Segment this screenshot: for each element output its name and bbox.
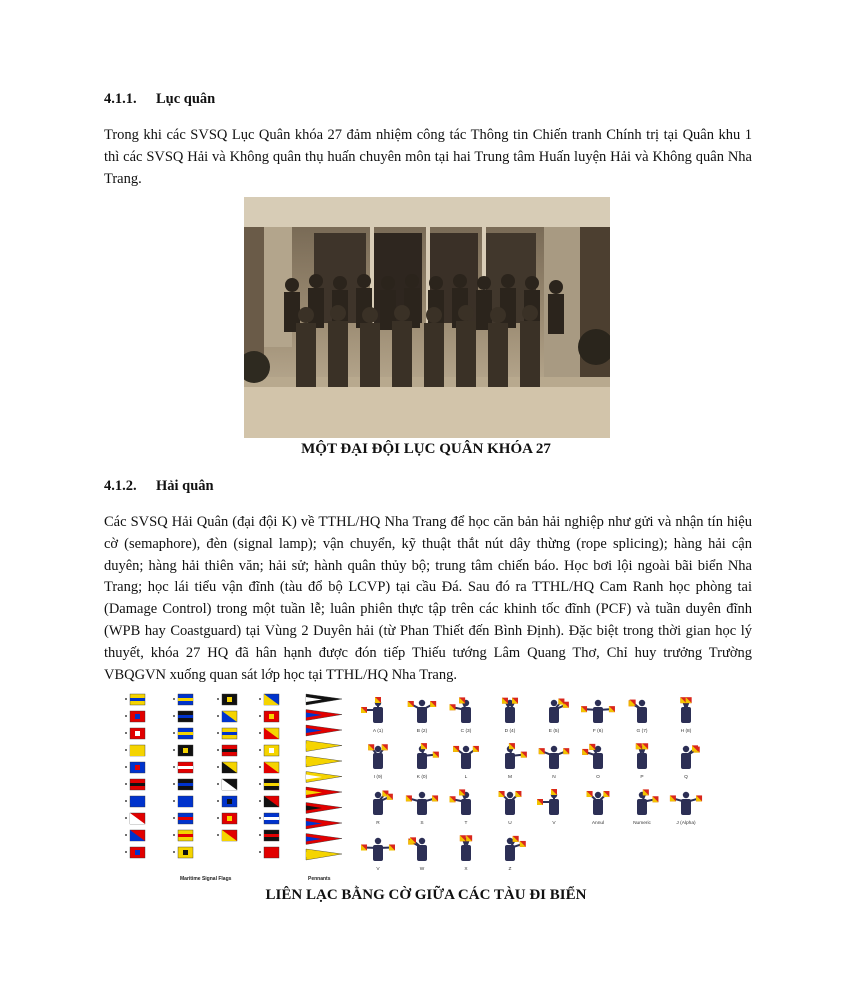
semaphore-figure xyxy=(505,743,527,780)
semaphore-figure xyxy=(408,700,436,734)
semaphore-label: P xyxy=(640,775,644,780)
signal-flags-figure xyxy=(116,688,736,884)
semaphore-figure xyxy=(499,791,522,826)
semaphore-figure xyxy=(505,836,526,872)
signal-flag xyxy=(259,779,279,790)
section-title: Hải quân xyxy=(156,478,214,494)
signal-flag xyxy=(259,796,279,807)
pennant xyxy=(306,772,342,783)
semaphore-label: N xyxy=(552,775,556,780)
semaphore-figure xyxy=(450,789,471,826)
signal-flag xyxy=(125,762,145,773)
signal-flags-illustration xyxy=(116,688,736,884)
semaphore-label: B (2) xyxy=(416,729,428,734)
pennant xyxy=(306,787,342,798)
semaphore-label: S xyxy=(420,821,424,826)
pennant-flags xyxy=(306,694,342,860)
semaphore-figure xyxy=(406,792,438,826)
signal-flag xyxy=(173,694,193,705)
semaphore-label: A (1) xyxy=(372,729,384,734)
navy-paragraph: Các SVSQ Hải Quân (đại đội K) về TTHL/HQ Nha Trang để học căn bản hải nghiệp như gửi và nhận tín hiệu cờ (semaphore), đèn (signal lamp); vận chuyển, kỹ thuật thắt nút dây thừng (rope splicing); hàng hải cận duyên; hàng hải thiên văn; hải sử; hành quân thủy bộ; trung tâm chiến báo. Học bơi lội ngoài bãi biển Nha Trang; học lái tiểu vận đĩnh (tàu đổ bộ LCVP) tại cầu Đá. Sau đó ra TTHL/HQ Cam Ranh học phòng tai (Damage Control) trong một tuần lễ; luân phiên thực tập trên các khinh tốc đĩnh (PCF) và tuần duyên đĩnh (WPB hay Coastguard) tại Vùng 2 Duyên hải (từ Phan Thiết đến Bình Định). Đặc biệt trong thời gian học lý thuyết, khóa 27 HQ đã hân hạnh được đón tiếp Thiếu tướng Lâm Quang Thơ, Chỉ huy trưởng Trường VBQGVN xuống quan sát lớp học tại TTHL/HQ Nha Trang. xyxy=(104,514,752,683)
semaphore-label: I (9) xyxy=(373,775,383,780)
signal-flag xyxy=(125,745,145,756)
signal-flag xyxy=(125,728,145,739)
semaphore-figure xyxy=(453,746,479,780)
signal-flag xyxy=(217,830,237,841)
pennant xyxy=(306,694,342,705)
section-heading-land-forces xyxy=(104,91,215,108)
semaphore-label: D (4) xyxy=(504,729,516,734)
signal-flag xyxy=(125,779,145,790)
semaphore-figure xyxy=(670,792,702,826)
semaphore-figure xyxy=(460,835,472,872)
pennant xyxy=(306,803,342,814)
pennants-title: Pennants xyxy=(308,876,331,882)
section-number: 4.1.1. xyxy=(104,91,137,107)
signal-flag xyxy=(217,728,237,739)
semaphore-label: K (0) xyxy=(416,775,428,780)
semaphore-label: M xyxy=(508,775,512,780)
pennant xyxy=(306,710,342,721)
signal-flag xyxy=(259,847,279,858)
pennant xyxy=(306,849,342,860)
semaphore-label: W xyxy=(419,867,425,872)
semaphore-figure xyxy=(549,699,569,734)
signal-flag xyxy=(173,711,193,722)
signal-flag xyxy=(217,711,237,722)
section-heading-navy xyxy=(104,478,214,495)
semaphore-figure xyxy=(373,791,393,826)
signal-flag xyxy=(125,711,145,722)
pennant xyxy=(306,741,342,752)
semaphore-label: E (5) xyxy=(548,729,560,734)
signal-flag xyxy=(259,762,279,773)
semaphore-label: G (7) xyxy=(636,729,648,734)
signal-flag xyxy=(217,796,237,807)
signal-flag xyxy=(217,762,237,773)
signal-flag xyxy=(173,847,193,858)
pennant xyxy=(306,756,342,767)
signal-flag xyxy=(259,813,279,824)
semaphore-figure xyxy=(368,744,388,780)
signal-flag xyxy=(259,745,279,756)
semaphore-figure xyxy=(681,745,700,780)
semaphore-figure xyxy=(582,744,603,780)
signal-flag xyxy=(259,830,279,841)
semaphore-label: X xyxy=(464,867,468,872)
signal-flag xyxy=(173,745,193,756)
section-title: Lục quân xyxy=(156,91,216,107)
section-number: 4.1.2. xyxy=(104,478,137,494)
figure-caption: LIÊN LẠC BẰNG CỜ GIỮA CÁC TÀU ĐI BIỂN xyxy=(265,887,587,903)
group-photo-illustration xyxy=(244,197,610,438)
signal-flag xyxy=(217,779,237,790)
semaphore-chart xyxy=(361,697,702,872)
signal-flag xyxy=(125,847,145,858)
signal-flag xyxy=(125,813,145,824)
flags-title: Maritime Signal Flags xyxy=(180,876,232,882)
semaphore-figure xyxy=(587,791,610,826)
semaphore-label: L xyxy=(464,775,468,780)
semaphore-label: F (6) xyxy=(592,729,604,734)
semaphore-label: V xyxy=(376,867,380,872)
semaphore-label: O xyxy=(596,775,600,780)
semaphore-figure xyxy=(450,697,472,734)
land-forces-paragraph: Trong khi các SVSQ Lục Quân khóa 27 đảm nhiệm công tác Thông tin Chiến tranh Chính trị tại Quân khu 1 thì các SVSQ Hải và Không quân thụ huấn chuyên môn tại hai Trung tâm Huấn luyện Hải và Không quân Nha Trang. xyxy=(104,127,752,187)
signal-flag xyxy=(217,745,237,756)
signal-flag xyxy=(173,779,193,790)
semaphore-label: R xyxy=(376,821,380,826)
signal-flag xyxy=(173,796,193,807)
semaphore-figure xyxy=(680,697,691,734)
signal-flag xyxy=(125,694,145,705)
pennant xyxy=(306,834,342,845)
pennant xyxy=(306,725,342,736)
semaphore-label: Z xyxy=(508,867,512,872)
pennant xyxy=(306,818,342,829)
semaphore-label: J (Alpha) xyxy=(676,821,696,826)
signal-flag xyxy=(125,830,145,841)
maritime-signal-flags xyxy=(125,694,279,858)
semaphore-figure xyxy=(417,743,439,780)
semaphore-figure xyxy=(633,789,658,826)
signal-flag xyxy=(173,728,193,739)
signal-flag xyxy=(173,762,193,773)
semaphore-figure xyxy=(539,746,569,780)
signal-flag xyxy=(125,796,145,807)
semaphore-figure xyxy=(502,698,518,734)
company-group-photo xyxy=(244,197,610,438)
semaphore-label: U xyxy=(508,821,512,826)
semaphore-figure xyxy=(408,837,427,872)
signal-flag xyxy=(259,694,279,705)
semaphore-figure xyxy=(636,743,648,780)
signal-flag xyxy=(259,711,279,722)
signal-flag xyxy=(259,728,279,739)
semaphore-figure xyxy=(361,838,395,872)
semaphore-label: V xyxy=(552,821,556,826)
semaphore-label: C (3) xyxy=(460,729,472,734)
semaphore-label: Q xyxy=(684,775,688,780)
semaphore-label: T xyxy=(464,821,468,826)
signal-flag xyxy=(173,830,193,841)
signal-flag xyxy=(217,813,237,824)
semaphore-label: Annul xyxy=(591,821,605,826)
semaphore-figure xyxy=(361,697,383,734)
semaphore-label: H (8) xyxy=(680,729,692,734)
photo-caption: MỘT ĐẠI ĐỘI LỤC QUÂN KHÓA 27 xyxy=(301,441,551,457)
signal-flag xyxy=(173,813,193,824)
semaphore-label: Numeric xyxy=(633,821,651,826)
semaphore-figure xyxy=(581,700,615,734)
semaphore-figure xyxy=(629,700,648,734)
semaphore-figure xyxy=(537,789,559,826)
signal-flag xyxy=(217,694,237,705)
